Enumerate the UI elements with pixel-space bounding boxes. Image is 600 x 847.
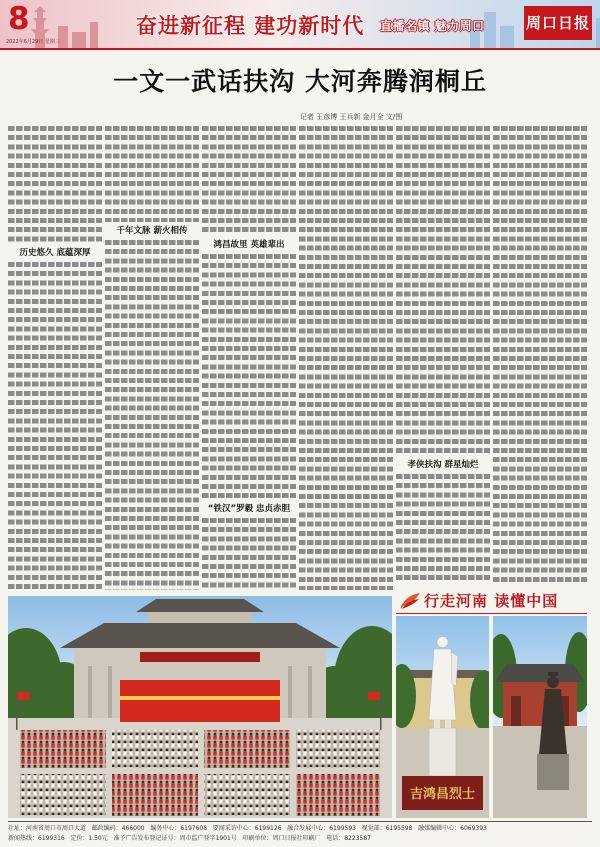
footer-divider [8,821,592,822]
body-text-column [396,126,490,456]
stage-backdrop [120,680,280,722]
subhead-history: 历史悠久 底蕴深厚 [19,248,91,258]
header-slogan: 奋进新征程 建功新时代 [136,14,365,38]
article-headline: 一文一武话扶沟 大河奔腾润桐丘 [113,67,487,96]
memorial-ceremony-photo [8,596,392,818]
banner-flag-icon [398,591,422,611]
newspaper-masthead: 周口日报 [524,6,592,40]
header-divider [0,48,600,50]
subhead-stars: 孝侠扶沟 群星灿烂 [407,460,479,470]
footer-imprint-line-1: 社址：河南省周口市周口大道 邮政编码：466000 编务中心：6197608 要闻采访中心：6199126 融合发展中心：6199593 视觉部：6195598 融媒编辑中心：6069393 [8,825,487,832]
martyr-statue-photo [396,616,489,818]
body-text-column [299,126,393,590]
subhead-ironman: “铁汉”罗毅 忠贞赤胆 [207,504,291,514]
body-text-column [105,240,199,590]
subhead-culture: 千年文脉 薪火相传 [116,226,188,236]
issue-date: 2022年6月29日 星期三 [6,39,60,45]
page-header [0,0,600,48]
body-text-column [8,262,102,590]
body-text-column [202,518,296,590]
body-text-column [202,126,296,236]
body-text-column [493,126,587,584]
body-text-column [105,126,199,222]
academy-statue-photo [493,616,587,818]
white-statue [429,637,458,777]
subhead-hero: 鸿昌故里 英雄辈出 [213,240,285,250]
column-title: 直播名镇 魅力周口 [380,19,485,33]
page-number: 8 [8,1,30,37]
plaque-inscription: 吉鸿昌烈士 [409,787,476,802]
traditional-building [495,664,585,728]
banner-title: 行走河南 读懂中国 [424,592,559,610]
body-text-column [396,474,490,584]
footer-imprint-line-2: 新闻热线：6199316 定价：1.50元 准予广告发布登记证号：周市监广登字1901号 印刷单位：周口日报社印刷厂 电话：8223587 [8,835,371,842]
section-banner [396,589,587,614]
body-text-column [202,254,296,500]
article-byline: 记者 王彦博 王兵新 金月全 文/图 [300,113,403,121]
body-text-column [8,126,102,244]
